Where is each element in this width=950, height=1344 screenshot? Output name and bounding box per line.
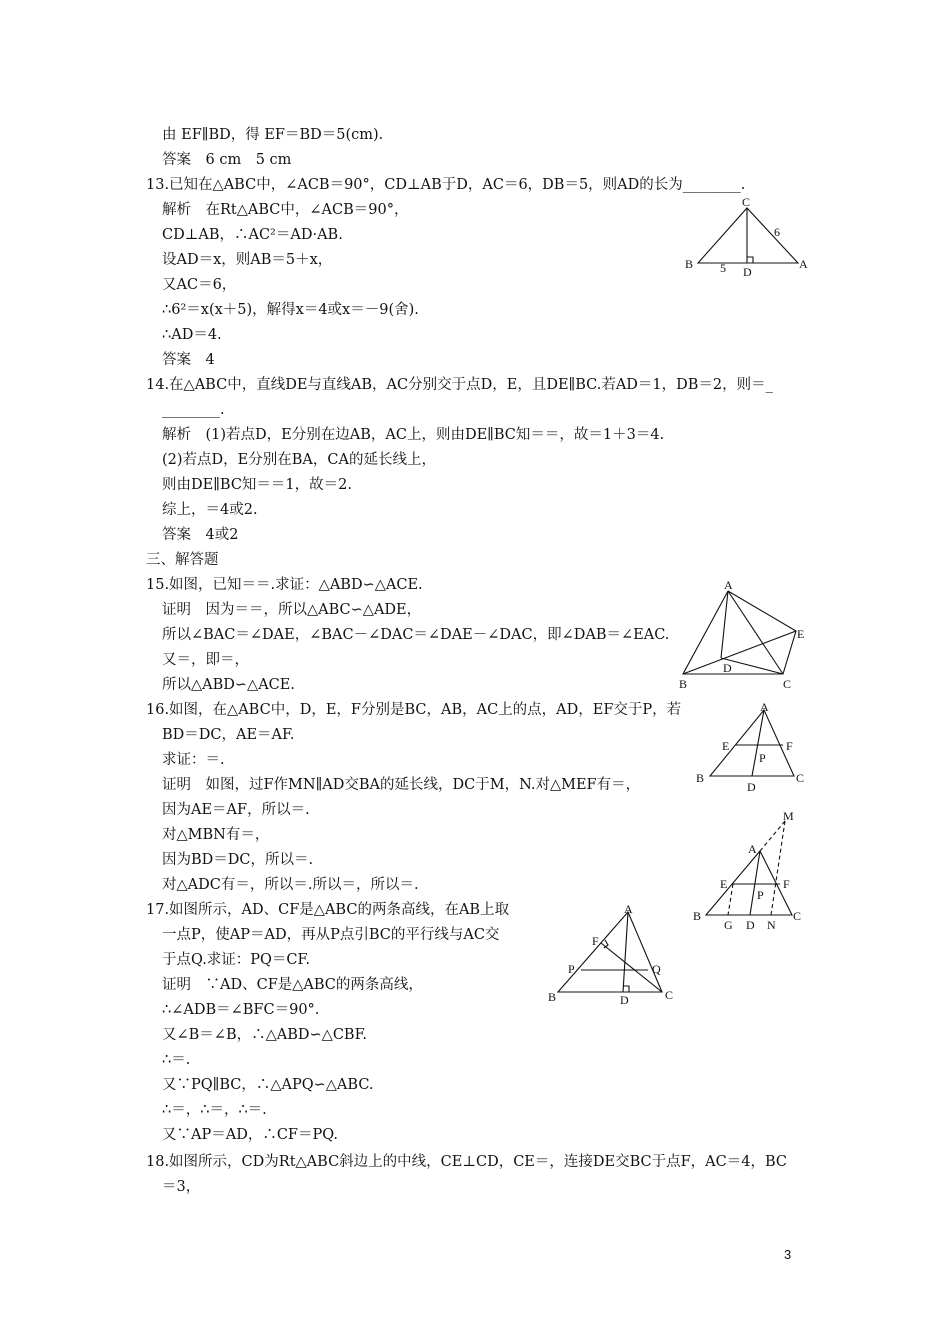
answer-line: 答案 4	[162, 352, 215, 368]
page-number: 3	[784, 1247, 792, 1262]
label-C: C	[783, 677, 792, 691]
label-5: 5	[720, 261, 726, 275]
label-D: D	[747, 780, 756, 794]
text-line: ∴＝.	[162, 1052, 191, 1068]
text-line: 又∵AP＝AD，∴CF＝PQ.	[162, 1127, 339, 1143]
label-F: F	[786, 739, 793, 753]
label-C: C	[793, 909, 802, 923]
label-B: B	[696, 771, 705, 785]
question-18: 18.如图所示，CD为Rt△ABC斜边上的中线，CE⊥CD，CE＝，连接DE交BC于点F，AC＝4，BC	[146, 1154, 787, 1170]
figure-16-construction	[688, 808, 818, 936]
label-A: A	[748, 842, 757, 856]
text-line: 一点P，使AP＝AD，再从P点引BC的平行线与AC交	[162, 927, 500, 943]
label-P: P	[759, 751, 766, 765]
label-B: B	[693, 909, 702, 923]
text-line: ________.	[162, 402, 225, 418]
question-15: 15.如图，已知＝＝.求证：△ABD∽△ACE.	[146, 577, 423, 593]
label-C: C	[796, 771, 805, 785]
question-16: 16.如图，在△ABC中，D，E，F分别是BC，AB，AC上的点，AD，EF交于P，若	[146, 702, 682, 718]
label-D: D	[620, 993, 629, 1007]
text-line: ∴＝，∴＝，∴＝.	[162, 1102, 267, 1118]
text-line: CD⊥AB，∴AC²＝AD·AB.	[162, 227, 343, 243]
label-A: A	[760, 700, 769, 714]
text-line: ∴∠ADB＝∠BFC＝90°.	[162, 1002, 320, 1018]
text-line: 设AD＝x，则AB＝5＋x，	[162, 252, 333, 268]
label-C: C	[665, 988, 674, 1002]
label-P: P	[757, 888, 764, 902]
label-B: B	[548, 990, 557, 1004]
text-line: 解析 在Rt△ABC中，∠ACB＝90°，	[162, 202, 409, 218]
label-Q: Q	[652, 962, 661, 976]
label-B: B	[679, 677, 688, 691]
label-D: D	[723, 661, 732, 675]
label-E: E	[720, 877, 728, 891]
label-A: A	[624, 902, 633, 916]
text-line: 证明 如图，过F作MN∥AD交BA的延长线，DC于M，N.对△MEF有＝，	[162, 777, 641, 793]
text-line: 证明 ∵AD、CF是△ABC的两条高线，	[162, 977, 423, 993]
text-line: 又∵PQ∥BC，∴△APQ∽△ABC.	[162, 1077, 374, 1093]
label-A: A	[799, 257, 808, 271]
text-line: 对△MBN有＝，	[162, 827, 270, 843]
label-F: F	[592, 934, 599, 948]
text-line: 又＝，即＝，	[162, 652, 249, 668]
text-line: 求证：＝.	[162, 752, 225, 768]
label-M: M	[783, 809, 794, 823]
label-E: E	[722, 739, 730, 753]
label-N: N	[767, 918, 776, 932]
text-line: 又AC＝6，	[162, 277, 237, 293]
figure-13-right-triangle	[670, 195, 820, 288]
text-line: ＝3，	[162, 1179, 201, 1195]
label-E: E	[797, 627, 805, 641]
text-line: 又∠B＝∠B，∴△ABD∽△CBF.	[162, 1027, 367, 1043]
label-C: C	[742, 195, 751, 209]
label-D: D	[746, 918, 755, 932]
text-line: 解析 (1)若点D，E分别在边AB，AC上，则由DE∥BC知＝＝，故＝1＋3＝4.	[162, 427, 665, 443]
question-17: 17.如图所示，AD、CF是△ABC的两条高线，在AB上取	[146, 902, 510, 918]
text-line: 因为AE＝AF，所以＝.	[162, 802, 310, 818]
text-line: 综上，＝4或2.	[162, 502, 258, 518]
text-line: 由 EF∥BD，得 EF＝BD＝5(cm).	[162, 127, 384, 143]
answer-line: 答案 6 cm 5 cm	[162, 152, 292, 168]
question-14: 14.在△ABC中，直线DE与直线AB，AC分别交于点D，E，且DE∥BC.若AD＝1，DB＝2，则＝_	[146, 377, 773, 393]
text-line: BD＝DC，AE＝AF.	[162, 727, 295, 743]
label-B: B	[685, 257, 694, 271]
text-line: 则由DE∥BC知＝＝1，故＝2.	[162, 477, 352, 493]
text-line: 所以△ABD∽△ACE.	[162, 677, 295, 693]
text-line: ∴AD＝4.	[162, 327, 222, 343]
answer-line: 答案 4或2	[162, 527, 239, 543]
text-line: 因为BD＝DC，所以＝.	[162, 852, 314, 868]
question-13: 13.已知在△ABC中，∠ACB＝90°，CD⊥AB于D，AC＝6，DB＝5，则AD的长为________.	[146, 177, 746, 193]
text-line: 证明 因为＝＝，所以△ABC∽△ADE，	[162, 602, 422, 618]
label-F: F	[783, 877, 790, 891]
figure-16-triangle	[690, 702, 810, 797]
label-D: D	[743, 265, 752, 279]
section-heading: 三、解答题	[146, 552, 219, 568]
label-A: A	[724, 578, 733, 592]
label-G: G	[724, 918, 733, 932]
text-line: 所以∠BAC＝∠DAE，∠BAC－∠DAC＝∠DAE－∠DAC，即∠DAB＝∠EAC.	[162, 627, 670, 643]
label-6: 6	[774, 225, 780, 239]
text-line: (2)若点D，E分别在BA，CA的延长线上，	[162, 452, 436, 468]
text-line: 于点Q.求证：PQ＝CF.	[162, 952, 310, 968]
label-P: P	[568, 962, 575, 976]
figure-17-heights	[545, 904, 685, 1009]
figure-15-triangles	[675, 580, 815, 692]
text-line: ∴6²＝x(x＋5)，解得x＝4或x＝－9(舍).	[162, 302, 419, 318]
text-line: 对△ADC有＝，所以＝.所以＝，所以＝.	[162, 877, 419, 893]
